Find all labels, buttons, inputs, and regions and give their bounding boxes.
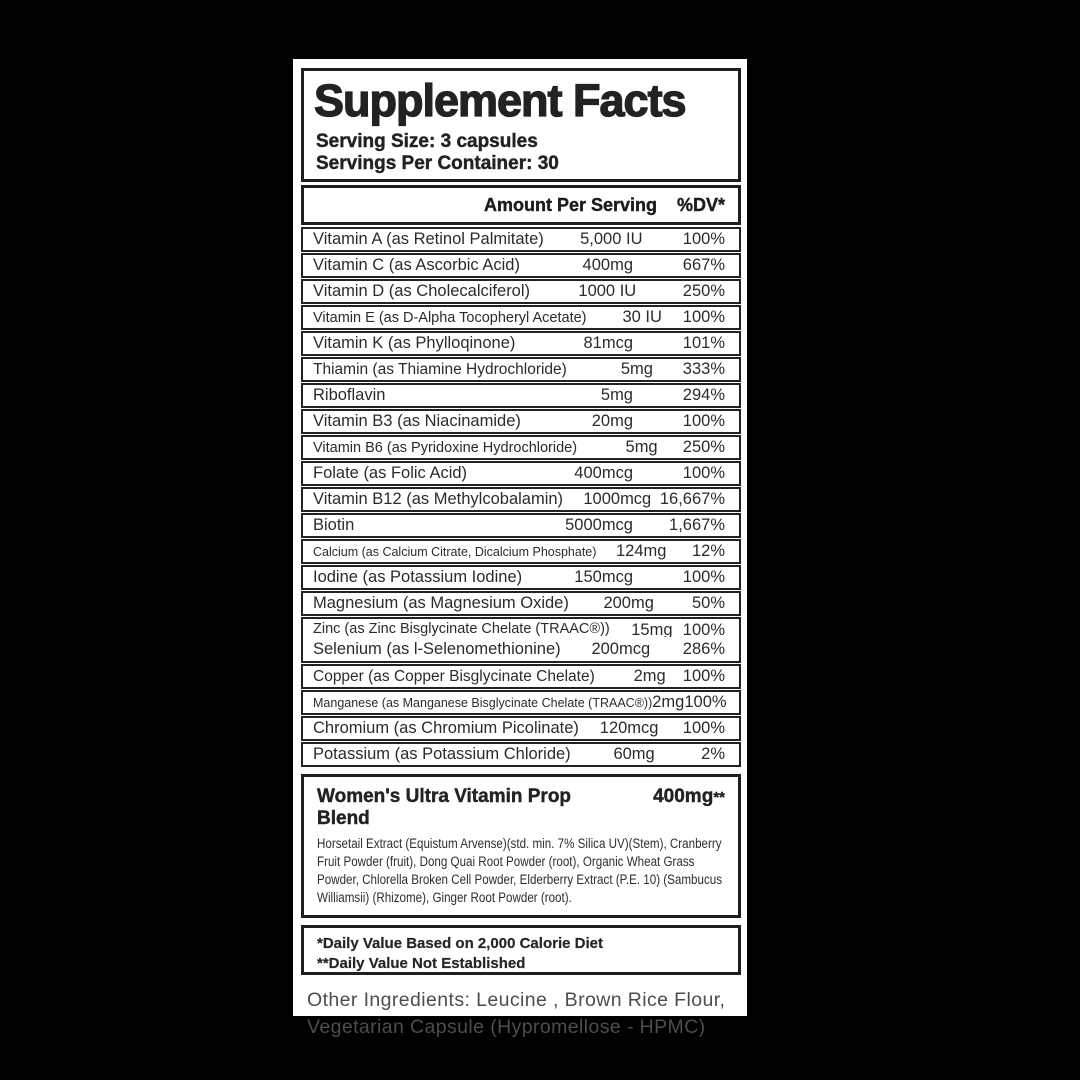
nutrient-name: Zinc (as Zinc Bisglycinate Chelate (TRAAC®)): [313, 621, 610, 637]
servings-per-container: Servings Per Container: 30: [316, 153, 559, 175]
nutrient-dv: 100%: [682, 719, 725, 737]
nutrient-dv: 100%: [682, 412, 725, 430]
nutrient-name: Selenium (as l-Selenomethionine): [313, 639, 561, 658]
column-header: [301, 185, 741, 225]
nutrient-amount: 5000mcg: [565, 516, 633, 534]
nutrient-name: Thiamin (as Thiamine Hydrochloride): [313, 360, 567, 378]
serving-info: [316, 131, 738, 175]
nutrient-name: Chromium (as Chromium Picolinate): [313, 719, 579, 737]
label-title: Supplement Facts: [314, 75, 686, 126]
other-ingredients-line1: Other Ingredients: Leucine , Brown Rice Flour,: [307, 989, 726, 1011]
nutrient-dv: 50%: [691, 594, 725, 612]
nutrient-amount: 400mg: [582, 256, 633, 274]
nutrient-dv: 101%: [682, 334, 725, 352]
nutrient-amount: 5mg: [625, 438, 658, 456]
nutrient-dv: 100%: [682, 667, 725, 685]
nutrient-name: Vitamin B12 (as Methylcobalamin): [313, 490, 564, 508]
nutrient-amount: 150mcg: [574, 568, 633, 586]
table-row: [301, 637, 741, 663]
nutrient-name: Potassium (as Potassium Chloride): [313, 745, 571, 763]
table-row: [301, 383, 741, 408]
other-ingredients: [301, 987, 740, 1041]
nutrient-name: Riboflavin: [313, 386, 386, 404]
nutrient-dv: 100%: [684, 693, 727, 711]
nutrient-name: Biotin: [313, 516, 355, 534]
nutrient-amount: 124mg: [616, 542, 667, 560]
nutrient-dv: 100%: [682, 230, 725, 248]
nutrient-name: Vitamin C (as Ascorbic Acid): [313, 256, 520, 274]
dv-column-header: %DV*: [676, 194, 725, 215]
nutrient-amount: 200mg: [603, 594, 654, 612]
nutrient-amount: 5mg: [620, 360, 653, 378]
nutrient-dv: 294%: [682, 386, 725, 404]
footnote-not-established: **Daily Value Not Established: [317, 954, 526, 972]
table-row: [301, 617, 741, 637]
nutrient-amount: 60mg: [613, 745, 655, 763]
blend-title-row: [317, 786, 725, 830]
table-row: [301, 227, 741, 252]
table-row: [301, 513, 741, 538]
nutrient-dv: 100%: [682, 568, 725, 586]
nutrient-amount: 30 IU: [622, 308, 662, 326]
nutrient-name: Magnesium (as Magnesium Oxide): [313, 594, 569, 612]
other-ingredients-line2: Vegetarian Capsule (Hypromellose - HPMC): [307, 1016, 706, 1038]
nutrient-amount: 1000 IU: [578, 282, 637, 300]
nutrient-name: Vitamin D (as Cholecalciferol): [313, 282, 531, 300]
table-row: [301, 716, 741, 741]
nutrient-amount: 2mg: [633, 667, 666, 685]
blend-dv: **: [713, 789, 725, 806]
nutrient-amount: 5,000 IU: [580, 230, 643, 248]
table-row: [301, 253, 741, 278]
table-row: [301, 435, 741, 460]
table-row: [301, 461, 741, 486]
blend-ingredients: Horsetail Extract (Equistum Arvense)(std. min. 7% Silica UV)(Stem), Cranberry Fruit Powder (fruit), Dong Quai Root Powder (root), Organic Wheat Grass Powder, Chlorella Broken Cell Powder, Elderberry Extract (P.E. 10) (Sambucus Williamsii) (Rhizome), Ginger Root Powder (root).: [317, 836, 723, 905]
nutrient-amount: 81mcg: [583, 334, 633, 352]
nutrient-name: Manganese (as Manganese Bisglycinate Chelate (TRAAC®)): [313, 695, 653, 710]
serving-size: Serving Size: 3 capsules: [316, 131, 538, 153]
table-row: [301, 539, 741, 564]
table-row: [301, 565, 741, 590]
nutrient-dv: 250%: [682, 438, 725, 456]
nutrient-name: Calcium (as Calcium Citrate, Dicalcium Phosphate): [313, 544, 597, 559]
footnote-daily-value: *Daily Value Based on 2,000 Calorie Diet: [317, 935, 603, 952]
nutrient-name: Vitamin B3 (as Niacinamide): [313, 412, 521, 430]
table-row: [301, 305, 741, 330]
footnotes-section: [301, 925, 741, 975]
table-row: [301, 409, 741, 434]
table-row: [301, 664, 741, 689]
nutrient-name: Vitamin A (as Retinol Palmitate): [313, 230, 544, 248]
nutrient-dv: 100%: [682, 464, 725, 482]
header-section: [301, 68, 741, 182]
nutrient-amount: 1000mcg: [583, 490, 652, 508]
nutrient-amount: 5mg: [600, 386, 633, 404]
blend-name: Women's Ultra Vitamin Prop Blend: [317, 786, 572, 829]
nutrient-name: Folate (as Folic Acid): [313, 464, 468, 482]
nutrient-name: Iodine (as Potassium Iodine): [313, 568, 523, 586]
table-row: [301, 487, 741, 512]
nutrient-dv: 286%: [682, 639, 725, 658]
nutrient-name: Vitamin E (as D-Alpha Tocopheryl Acetate): [313, 309, 587, 326]
nutrient-dv: 100%: [682, 308, 725, 326]
table-row: [301, 279, 741, 304]
nutrient-dv: 250%: [682, 282, 725, 300]
table-row: [301, 742, 741, 767]
nutrient-name: Vitamin K (as Phylloqinone): [313, 334, 516, 352]
table-row: [301, 591, 741, 616]
nutrient-name: Vitamin B6 (as Pyridoxine Hydrochloride): [313, 439, 578, 456]
nutrient-dv: 667%: [682, 256, 725, 274]
nutrient-dv: 12%: [691, 542, 725, 560]
supplement-facts-label: [293, 59, 747, 1038]
nutrient-amount: 15mg: [631, 621, 673, 637]
nutrient-table: [301, 227, 740, 767]
amount-column-header: Amount Per Serving: [483, 194, 657, 215]
nutrient-name: Copper (as Copper Bisglycinate Chelate): [313, 667, 595, 685]
blend-amount: 400mg: [653, 786, 714, 807]
table-row: [301, 357, 741, 382]
nutrient-amount: 200mcg: [591, 639, 651, 658]
nutrient-amount: 2mg: [652, 693, 685, 711]
nutrient-dv: 100%: [682, 621, 725, 637]
nutrient-dv: 1,667%: [669, 516, 725, 534]
nutrient-amount: 120mcg: [599, 719, 659, 737]
table-row: [301, 331, 741, 356]
nutrient-dv: 2%: [701, 745, 725, 763]
table-row: [301, 690, 741, 715]
proprietary-blend-section: [301, 774, 741, 918]
nutrient-amount: 400mcg: [574, 464, 633, 482]
nutrient-amount: 20mg: [591, 412, 633, 430]
nutrient-dv: 333%: [682, 360, 725, 378]
nutrient-dv: 16,667%: [659, 490, 725, 508]
